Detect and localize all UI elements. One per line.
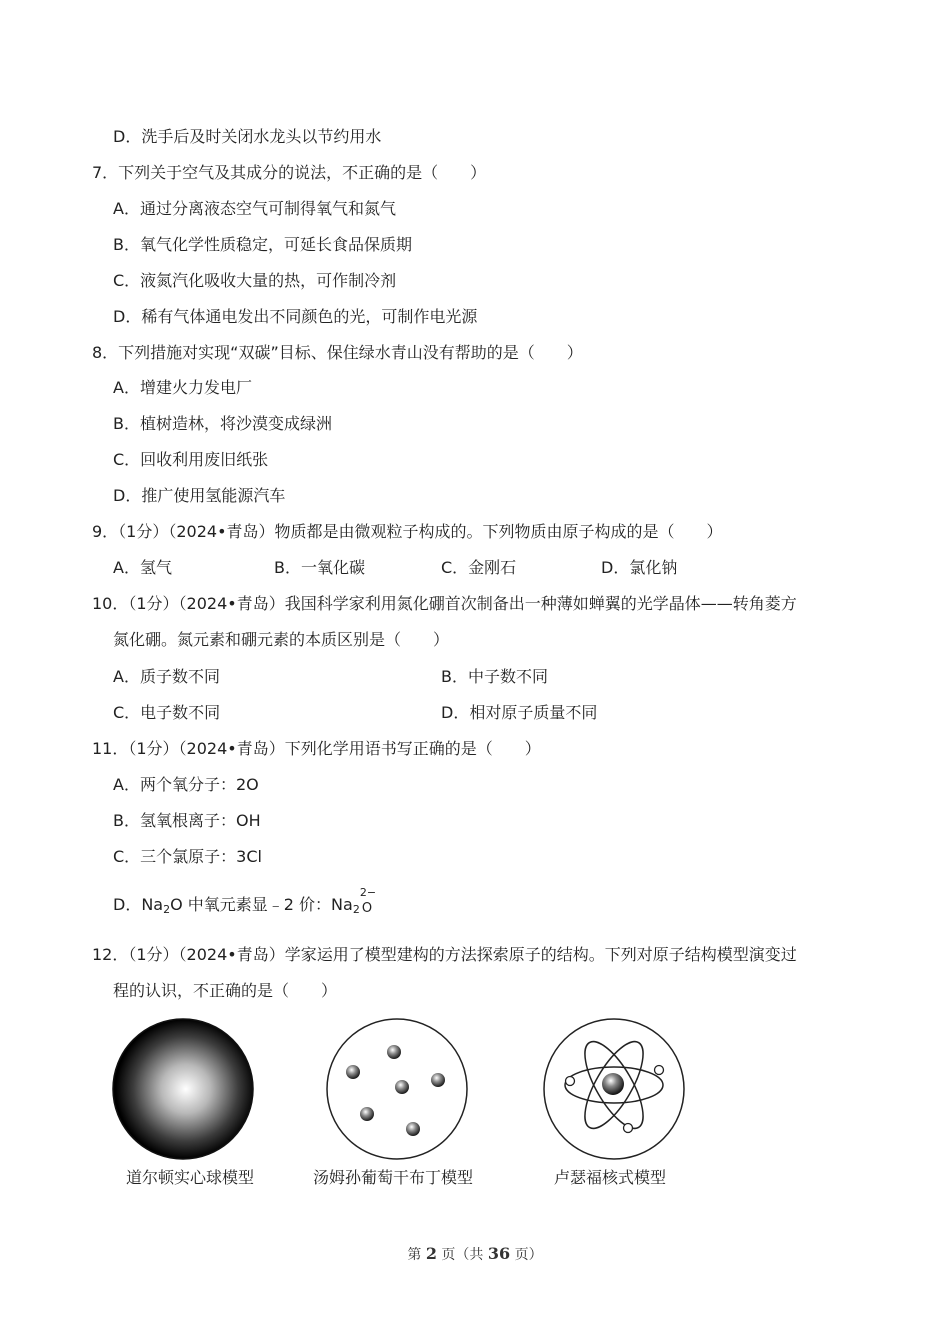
- q8-option-d: D．推广使用氢能源汽车: [113, 486, 286, 505]
- q9-option-d: D．氯化钠: [601, 558, 678, 577]
- footer-page-number: 2: [425, 1244, 437, 1263]
- figure-caption-thomson: 汤姆孙葡萄干布丁模型: [313, 1168, 474, 1187]
- solid-sphere-icon: [111, 1017, 255, 1161]
- q8-stem: 8．下列措施对实现“双碳”目标、保住绿水青山没有帮助的是（ ）: [92, 343, 583, 362]
- footer-total-pages: 36: [487, 1244, 511, 1263]
- nuclear-model-icon: [542, 1017, 686, 1161]
- q10-stem-line1: 10．（1分）（2024•青岛）我国科学家利用氮化硼首次制备出一种薄如蝉翼的光学晶体——转角菱方: [92, 594, 797, 613]
- q7-stem: 7．下列关于空气及其成分的说法，不正确的是（ ）: [92, 163, 487, 182]
- valence-charge: 2−: [359, 886, 377, 899]
- footer-middle: 页（共: [436, 1247, 488, 1263]
- q7-option-d: D．稀有气体通电发出不同颜色的光，可制作电光源: [113, 307, 478, 326]
- q11-option-c: C．三个氯原子：3Cl: [113, 847, 262, 866]
- q9-stem: 9．（1分）（2024•青岛）物质都是由微观粒子构成的。下列物质由原子构成的是（ ）: [92, 522, 723, 541]
- q11-option-d-prefix: D．Na: [113, 895, 164, 914]
- q7-option-c: C．液氮汽化吸收大量的热，可作制冷剂: [113, 271, 397, 290]
- footer-prefix: 第: [407, 1247, 426, 1263]
- q9-option-c: C．金刚石: [441, 558, 517, 577]
- q11-option-a: A．两个氧分子：2O: [113, 775, 259, 794]
- q10-option-c: C．电子数不同: [113, 703, 221, 722]
- q11-option-d-subscript2: 2: [352, 903, 360, 916]
- figure-caption-dalton: 道尔顿实心球模型: [126, 1168, 255, 1187]
- q11-option-b: B．氢氧根离子：OH: [113, 811, 261, 830]
- q9-option-a: A．氢气: [113, 558, 172, 577]
- q11-option-d-valence: [359, 886, 377, 916]
- q8-option-c: C．回收利用废旧纸张: [113, 450, 269, 469]
- q10-option-d: D．相对原子质量不同: [441, 703, 598, 722]
- q12-stem-line1: 12．（1分）（2024•青岛）学家运用了模型建构的方法探索原子的结构。下列对原子结构模型演变过: [92, 945, 797, 964]
- q10-option-a: A．质子数不同: [113, 667, 220, 686]
- q12-stem-line2: 程的认识，不正确的是（ ）: [113, 981, 338, 1000]
- footer-suffix: 页）: [510, 1247, 543, 1263]
- q11-option-d: [113, 886, 377, 920]
- q9-option-b: B．一氧化碳: [274, 558, 365, 577]
- figure-caption-rutherford: 卢瑟福核式模型: [554, 1168, 667, 1187]
- q10-option-b: B．中子数不同: [441, 667, 548, 686]
- q11-option-d-subscript: 2: [163, 903, 171, 916]
- q7-option-a: A．通过分离液态空气可制得氧气和氮气: [113, 199, 396, 218]
- q11-stem: 11．（1分）（2024•青岛）下列化学用语书写正确的是（ ）: [92, 739, 541, 758]
- q10-stem-line2: 氮化硼。氮元素和硼元素的本质区别是（ ）: [113, 630, 450, 649]
- q8-option-b: B．植树造林，将沙漠变成绿洲: [113, 414, 332, 433]
- valence-element: O: [361, 901, 373, 916]
- q7-option-b: B．氧气化学性质稳定，可延长食品保质期: [113, 235, 412, 254]
- q6-option-d: D．洗手后及时关闭水龙头以节约用水: [113, 127, 382, 146]
- q11-option-d-middle: O 中氧元素显﹣2 价：Na: [170, 895, 353, 914]
- plum-pudding-icon: [325, 1017, 469, 1161]
- q8-option-a: A．增建火力发电厂: [113, 378, 252, 397]
- page-footer: [0, 1244, 950, 1264]
